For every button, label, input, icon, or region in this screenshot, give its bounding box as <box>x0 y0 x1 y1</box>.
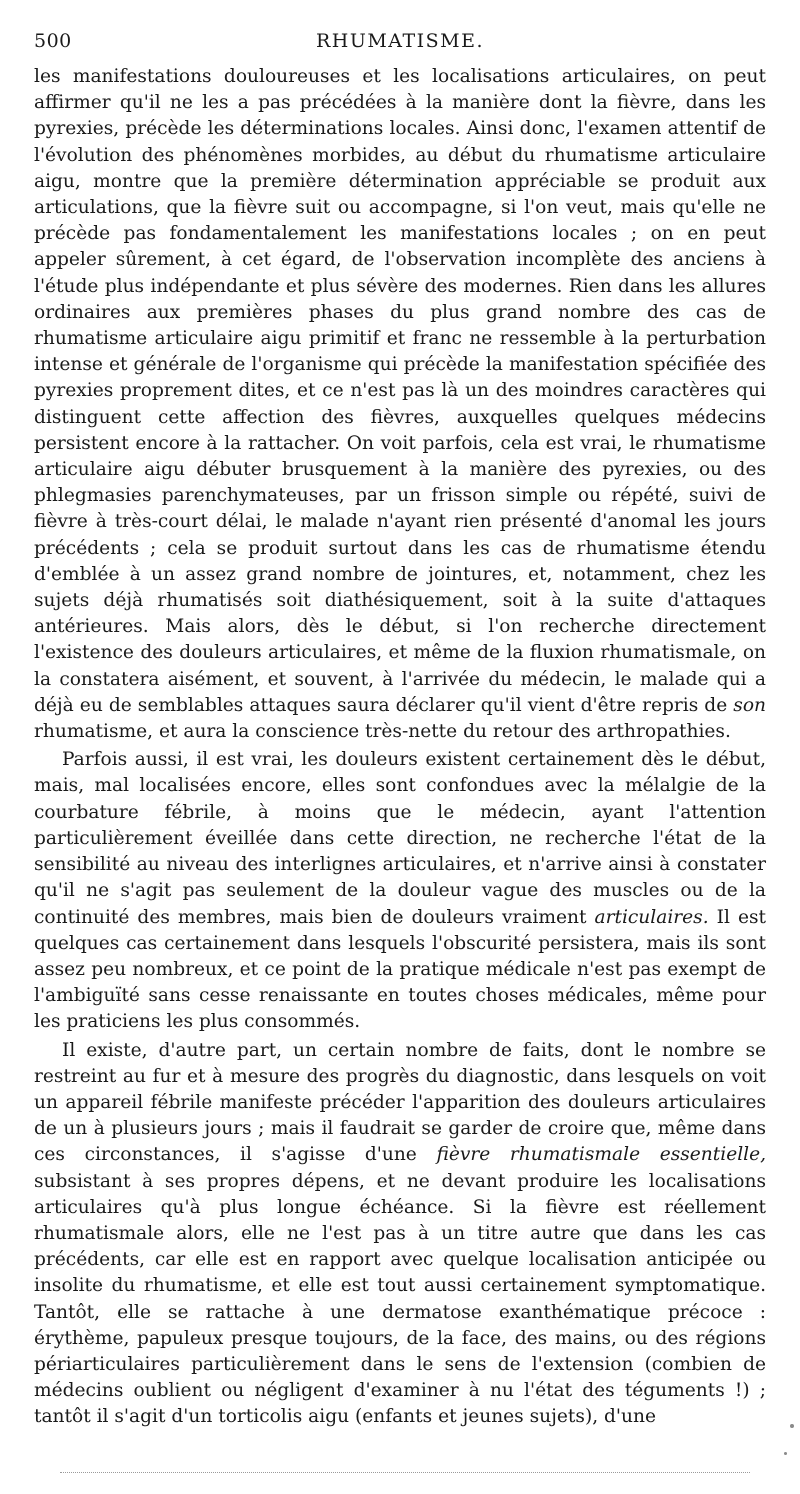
bottom-rule <box>60 1472 750 1473</box>
paragraph-text: les manifestations douloureuses et les localisations articulaires, on peut affirmer qu'il ne les a pas précédées à la manière dont la fièvre, dans les pyrexies, précède les déterminations locales. Ainsi donc, l'examen attentif de l'évolution des phénomènes morbides, au début du rhumatisme articulaire aigu, montre que la première détermination appréciable se produit aux articulations, que la fièvre suit ou accompagne, si l'on veut, mais qu'elle ne précède pas fondamentalement les manifestations locales ; on en peut appeler sûrement, à cet égard, de l'observation incomplète des anciens à l'étude plus indépendante et plus sévère des modernes. Rien dans les allures ordinaires aux premières phases du plus grand nombre des cas de rhumatisme articulaire aigu primitif et franc ne ressemble à la perturbation intense et générale de l'organisme qui précède la manifestation spécifiée des pyrexies proprement dites, et ce n'est pas là un des moindres caractères qui distinguent cette affection des fièvres, auxquelles quelques médecins persistent encore à la rattacher. On voit parfois, cela est vrai, le rhumatisme articulaire aigu débuter brusquement à la manière des pyrexies, ou des phlegmasies parenchymateuses, par un frisson simple ou répété, suivi de fièvre à très-court délai, le malade n'ayant rien présenté d'anomal les jours précédents ; cela se produit surtout dans les cas de rhumatisme étendu d'emblée à un assez grand nombre de jointures, et, notamment, chez les sujets déjà rhumatisés soit diathésiquement, soit à la suite d'attaques antérieures. Mais alors, dès le début, si l'on recherche directement l'existence des douleurs articulaires, et même de la fluxion rhumatismale, on la constatera aisément, et souvent, à l'arrivée du médecin, le malade qui a déjà eu de semblables attaques saura déclarer qu'il vient d'être repris de <box>34 66 766 716</box>
scan-speck <box>784 1452 787 1455</box>
running-head <box>34 30 766 64</box>
paragraph-text: rhumatisme, et aura la conscience très-nette du retour des arthropathies. <box>34 721 731 743</box>
italic-term: fièvre rhumatismale essentielle, <box>436 1144 767 1166</box>
italic-term: articulaires. <box>594 906 709 928</box>
paragraph-3 <box>34 1038 766 1431</box>
page-number: 500 <box>34 30 72 52</box>
body-text <box>34 64 766 1431</box>
book-page <box>34 30 766 1431</box>
paragraph-text: Il est quelques cas certainement dans lesquels l'obscurité persistera, mais ils sont assez peu nombreux, et ce point de la pratique médicale n'est pas exempt de l'ambiguïté sans cesse renaissante en toutes choses médicales, même pour les praticiens les plus consommés. <box>34 906 766 1033</box>
scan-speck <box>790 1424 794 1428</box>
paragraph-2 <box>34 747 766 1035</box>
paragraph-1 <box>34 64 766 745</box>
paragraph-text: Parfois aussi, il est vrai, les douleurs existent certainement dès le début, mais, mal localisées encore, elles sont confondues avec la mélalgie de la courbature fébrile, à moins que le médecin, ayant l'attention particulièrement éveillée dans cette direction, ne recherche l'état de la sensibilité au niveau des interlignes articulaires, et n'arrive ainsi à constater qu'il ne s'agit pas seulement de la douleur vague des muscles ou de la continuité des membres, mais bien de douleurs vraiment <box>34 749 766 928</box>
italic-term: son <box>733 694 766 716</box>
paragraph-text: subsistant à ses propres dépens, et ne devant produire les localisations articulaires qu'à plus longue échéance. Si la fièvre est réellement rhumatismale alors, elle ne l'est pas à un titre autre que dans les cas précédents, car elle est en rapport avec quelque localisation anticipée ou insolite du rhumatisme, et elle est tout aussi certainement symptomatique. Tantôt, elle se rattache à une dermatose exanthématique précoce : érythème, papuleux presque toujours, de la face, des mains, ou des régions périarticulaires particulièrement dans le sens de l'extension (combien de médecins oublient ou négligent d'examiner à nu l'état des téguments !) ; tantôt il s'agit d'un torticolis aigu (enfants et jeunes sujets), d'une <box>34 1170 766 1428</box>
paragraph-text: Il existe, d'autre part, un certain nombre de faits, dont le nombre se restreint au fur et à mesure des progrès du diagnostic, dans lesquels on voit un appareil fébrile manifeste précéder l'apparition des douleurs articulaires de un à plusieurs jours ; mais il faudrait se garder de croire que, même dans ces circonstances, il s'agisse d'une <box>34 1039 766 1166</box>
running-title: RHUMATISME. <box>315 30 485 52</box>
